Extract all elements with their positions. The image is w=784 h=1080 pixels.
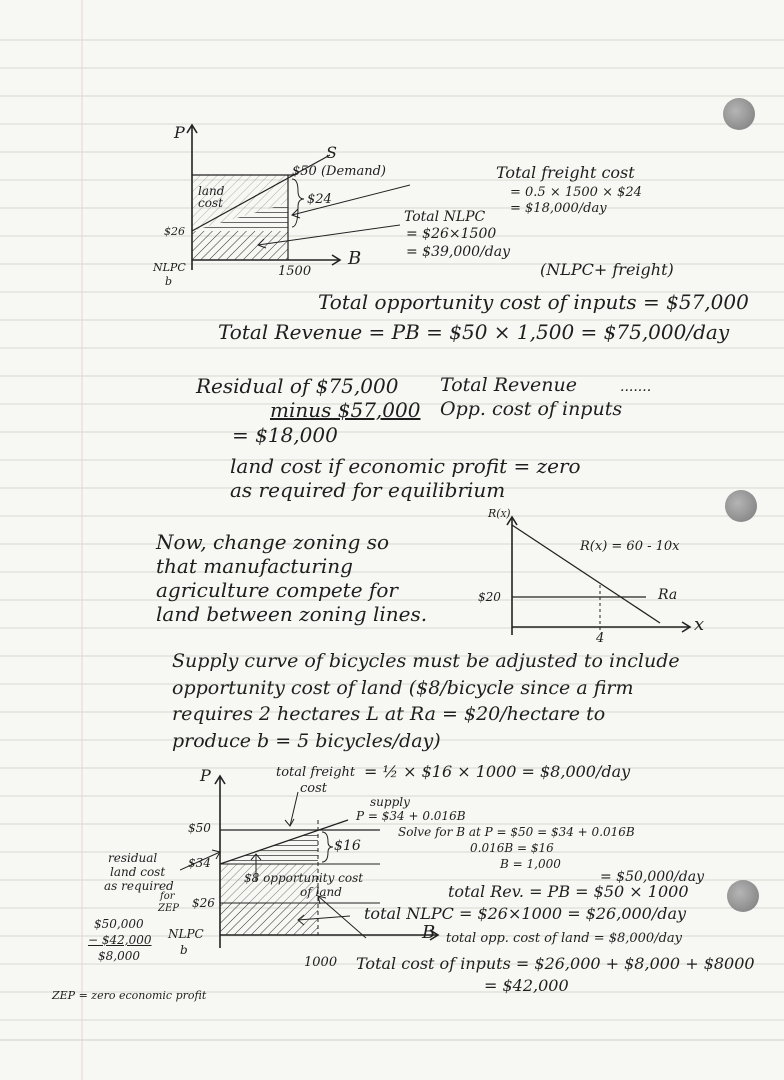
graph3-p50: $50 bbox=[188, 821, 211, 835]
total-revenue: Total Revenue = PB = $50 × 1,500 = $75,000/day bbox=[218, 320, 730, 344]
graph1-s-label: S bbox=[326, 143, 337, 162]
zoning-line-4: land between zoning lines. bbox=[156, 602, 428, 626]
graph1-nlpc: NLPC bbox=[153, 261, 186, 274]
residual-opp-cost: Opp. cost of inputs bbox=[440, 398, 623, 420]
graph3-resid-c: $8,000 bbox=[98, 949, 140, 963]
nlpc-area bbox=[192, 231, 288, 260]
residual-total-revenue: Total Revenue bbox=[440, 374, 577, 396]
graph1-land-cost: land cost bbox=[198, 184, 225, 210]
graph1-b-axis: B bbox=[348, 248, 362, 269]
graph3-p34: $34 bbox=[188, 856, 211, 870]
supply-text-1: Supply curve of bicycles must be adjusted to include bbox=[172, 650, 680, 672]
graph3-p-axis: P bbox=[200, 766, 211, 785]
graph1-freight-2: = 0.5 × 1500 × $24 bbox=[510, 185, 642, 200]
graph3-solve-3: B = 1,000 bbox=[500, 857, 561, 871]
graph3-total-opp-land: total opp. cost of land = $8,000/day bbox=[446, 931, 682, 946]
graph2-y-20: $20 bbox=[478, 590, 501, 604]
zep-definition: ZEP = zero economic profit bbox=[52, 989, 207, 1002]
graph1-x-1500: 1500 bbox=[278, 264, 312, 279]
graph3-freight-2: cost bbox=[300, 781, 328, 796]
graph1-bracket-value: $24 bbox=[307, 192, 332, 207]
supply-text-2: opportunity cost of land ($8/bicycle since a firm bbox=[172, 677, 634, 699]
residual-line-2: minus $57,000 bbox=[270, 398, 421, 422]
graph1-freight-1: Total freight cost bbox=[496, 163, 635, 182]
graph3-nlpc: NLPC bbox=[168, 927, 204, 941]
graph3-freight-calc: = ½ × $16 × 1000 = $8,000/day bbox=[364, 762, 631, 781]
graph3-opp-land-2: of land bbox=[300, 885, 342, 899]
graph3-b-axis: B bbox=[422, 922, 436, 943]
graph3-freight-1: total freight bbox=[276, 765, 356, 780]
graph1-p26: $26 bbox=[164, 225, 185, 238]
graph3-opp-land-1: $8 opportunity cost bbox=[244, 871, 364, 885]
graph2-x-axis: x bbox=[694, 614, 705, 635]
total-opportunity-cost: Total opportunity cost of inputs = $57,000 bbox=[318, 290, 749, 314]
land-cost-note-1: land cost if economic profit = zero bbox=[230, 454, 581, 478]
punch-hole-bottom bbox=[727, 880, 759, 912]
graph3-resid-1: residual bbox=[108, 851, 158, 865]
graph2-x-4: 4 bbox=[596, 631, 605, 646]
graph2-equation: R(x) = 60 - 10x bbox=[580, 539, 680, 554]
graph3-resid-2: land cost bbox=[110, 865, 166, 879]
land-cost-note-2: as required for equilibrium bbox=[230, 478, 506, 502]
graph3-x-1000: 1000 bbox=[304, 955, 338, 970]
zoning-line-3: agriculture compete for bbox=[156, 578, 398, 602]
graph1-demand-label: $50 (Demand) bbox=[292, 164, 386, 179]
residual-line-3: = $18,000 bbox=[232, 423, 338, 447]
graph3-total-cost-2: = $42,000 bbox=[484, 976, 569, 995]
graph1-freight-3: = $18,000/day bbox=[510, 201, 607, 216]
graph-2-diagram bbox=[480, 505, 710, 650]
graph3-total-rev: total Rev. = PB = $50 × 1000 bbox=[448, 882, 689, 901]
graph1-nlpc-3: = $39,000/day bbox=[406, 244, 511, 260]
graph3-rev-total: = $50,000/day bbox=[600, 869, 705, 885]
graph3-supply-2: P = $34 + 0.016B bbox=[356, 809, 466, 823]
supply-text-3: requires 2 hectares L at Ra = $20/hectare to bbox=[172, 703, 606, 725]
punch-hole-middle bbox=[725, 490, 757, 522]
graph3-total-cost-1: Total cost of inputs = $26,000 + $8,000 + $8000 bbox=[356, 954, 755, 973]
graph2-ra: Ra bbox=[658, 587, 678, 603]
graph3-b-small: b bbox=[180, 943, 188, 957]
nlpc-freight-note: (NLPC+ freight) bbox=[540, 260, 674, 279]
graph1-nlpc-2: = $26×1500 bbox=[406, 226, 497, 242]
graph3-solve-1: Solve for B at P = $50 = $34 + 0.016B bbox=[398, 825, 635, 839]
supply-text-4: produce b = 5 bicycles/day) bbox=[172, 730, 441, 752]
graph3-solve-2: 0.016B = $16 bbox=[470, 841, 554, 855]
residual-dots: ....... bbox=[620, 379, 652, 395]
residual-line-1: Residual of $75,000 bbox=[196, 374, 399, 398]
graph1-b-small: b bbox=[165, 275, 173, 288]
graph3-resid-a: $50,000 bbox=[94, 917, 144, 931]
graph3-resid-4: for bbox=[160, 891, 175, 902]
graph3-resid-5: ZEP bbox=[158, 903, 179, 914]
graph3-p26: $26 bbox=[192, 896, 215, 910]
graph3-bracket-val: $16 bbox=[334, 838, 361, 854]
graph2-y-axis: R(x) bbox=[488, 507, 511, 520]
punch-hole-top bbox=[723, 98, 755, 130]
graph3-resid-3: as required bbox=[104, 879, 174, 893]
graph1-p-axis: P bbox=[174, 123, 185, 142]
graph3-supply-1: supply bbox=[370, 795, 410, 809]
zoning-line-2: that manufacturing bbox=[156, 554, 353, 578]
graph1-nlpc-1: Total NLPC bbox=[404, 209, 486, 225]
graph3-resid-b: − $42,000 bbox=[88, 933, 152, 947]
graph3-total-nlpc: total NLPC = $26×1000 = $26,000/day bbox=[364, 904, 687, 923]
zoning-line-1: Now, change zoning so bbox=[156, 530, 390, 554]
